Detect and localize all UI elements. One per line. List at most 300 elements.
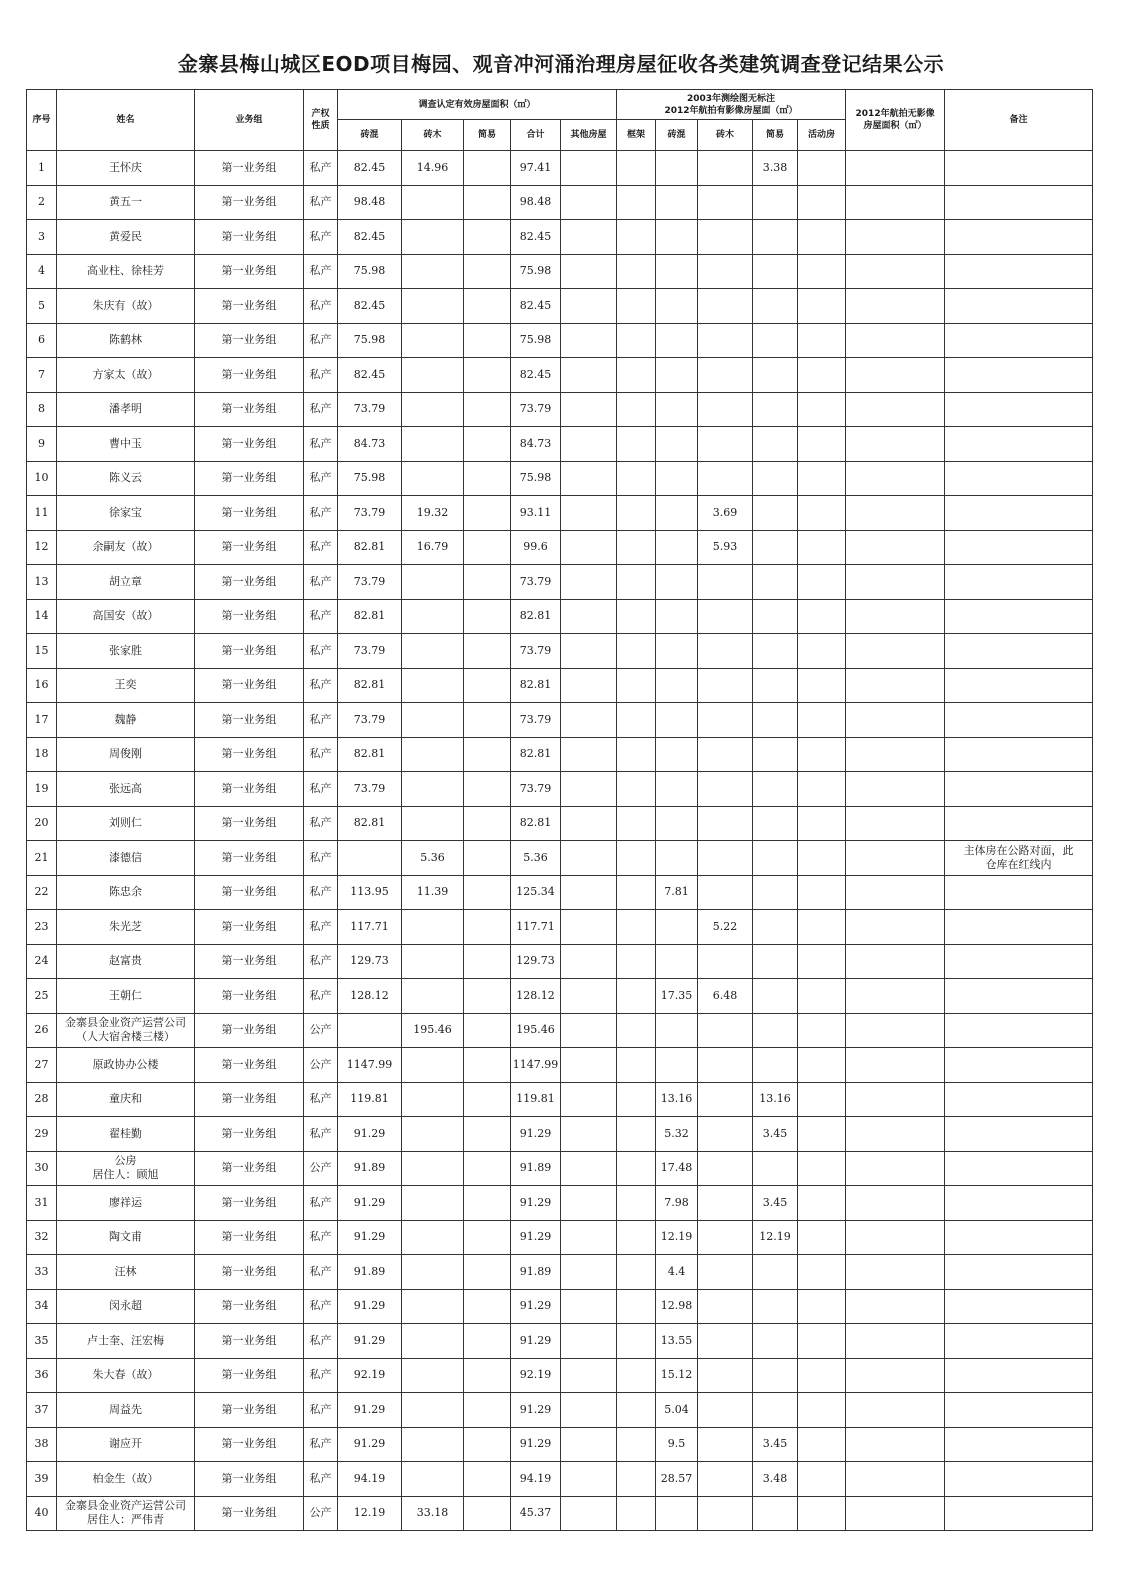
- remark-cell: [945, 151, 1093, 186]
- imagery-brick-wood-cell: [698, 461, 753, 496]
- imagery-brick-wood-cell: [698, 634, 753, 669]
- survey-brick-wood-cell: 16.79: [402, 530, 464, 565]
- survey-brick-concrete-cell: 98.48: [338, 185, 402, 220]
- no-imagery-cell: [846, 806, 945, 841]
- name-cell: 陈义云: [57, 461, 195, 496]
- survey-simple-cell: [464, 1324, 511, 1359]
- imagery-simple-cell: [753, 185, 798, 220]
- survey-simple-cell: [464, 944, 511, 979]
- imagery-frame-cell: [617, 737, 656, 772]
- imagery-frame-cell: [617, 944, 656, 979]
- property-cell: 私产: [304, 772, 338, 807]
- group-cell: 第一业务组: [195, 1427, 304, 1462]
- survey-total-cell: 94.19: [511, 1462, 561, 1497]
- imagery-mobile-cell: [798, 1324, 846, 1359]
- group-cell: 第一业务组: [195, 1117, 304, 1152]
- survey-total-cell: 99.6: [511, 530, 561, 565]
- imagery-frame-cell: [617, 875, 656, 910]
- group-cell: 第一业务组: [195, 1324, 304, 1359]
- table-row: [27, 979, 1093, 1014]
- remark-cell: [945, 496, 1093, 531]
- seq-cell: 21: [27, 841, 57, 876]
- survey-other-cell: [561, 703, 617, 738]
- imagery-frame-cell: [617, 703, 656, 738]
- group-cell: 第一业务组: [195, 254, 304, 289]
- imagery-simple-cell: [753, 1496, 798, 1531]
- property-cell: 私产: [304, 1220, 338, 1255]
- group-cell: 第一业务组: [195, 772, 304, 807]
- property-cell: 私产: [304, 1462, 338, 1497]
- remark-cell: [945, 875, 1093, 910]
- name-cell: 公房 居住人：顾旭: [57, 1151, 195, 1186]
- survey-brick-wood-cell: [402, 1117, 464, 1152]
- imagery-mobile-cell: [798, 1117, 846, 1152]
- seq-cell: 6: [27, 323, 57, 358]
- imagery-frame-cell: [617, 220, 656, 255]
- name-cell: 黄爱民: [57, 220, 195, 255]
- imagery-frame-cell: [617, 1496, 656, 1531]
- table-row: [27, 254, 1093, 289]
- imagery-brick-concrete-cell: 13.16: [656, 1082, 698, 1117]
- no-imagery-cell: [846, 1324, 945, 1359]
- survey-brick-wood-cell: [402, 772, 464, 807]
- imagery-brick-wood-cell: [698, 1117, 753, 1152]
- imagery-mobile-cell: [798, 1289, 846, 1324]
- property-cell: 私产: [304, 1289, 338, 1324]
- imagery-mobile-cell: [798, 1427, 846, 1462]
- survey-brick-concrete-cell: 73.79: [338, 772, 402, 807]
- imagery-brick-wood-cell: [698, 1013, 753, 1048]
- imagery-mobile-cell: [798, 530, 846, 565]
- survey-brick-wood-cell: [402, 220, 464, 255]
- no-imagery-cell: [846, 1220, 945, 1255]
- survey-simple-cell: [464, 806, 511, 841]
- name-cell: 周俊刚: [57, 737, 195, 772]
- survey-brick-wood-cell: 33.18: [402, 1496, 464, 1531]
- imagery-mobile-cell: [798, 1082, 846, 1117]
- imagery-mobile-cell: [798, 737, 846, 772]
- survey-brick-concrete-cell: 12.19: [338, 1496, 402, 1531]
- table-row: [27, 875, 1093, 910]
- remark-cell: [945, 1289, 1093, 1324]
- survey-brick-concrete-cell: 91.89: [338, 1151, 402, 1186]
- group-cell: 第一业务组: [195, 1496, 304, 1531]
- seq-cell: 15: [27, 634, 57, 669]
- imagery-mobile-cell: [798, 185, 846, 220]
- property-cell: 私产: [304, 1255, 338, 1290]
- imagery-simple-cell: [753, 875, 798, 910]
- survey-brick-concrete-cell: 73.79: [338, 703, 402, 738]
- survey-total-cell: 73.79: [511, 634, 561, 669]
- survey-simple-cell: [464, 565, 511, 600]
- survey-brick-concrete-cell: 82.81: [338, 668, 402, 703]
- imagery-frame-cell: [617, 910, 656, 945]
- imagery-brick-concrete-cell: [656, 185, 698, 220]
- survey-total-cell: 82.81: [511, 806, 561, 841]
- group-cell: 第一业务组: [195, 944, 304, 979]
- imagery-mobile-cell: [798, 496, 846, 531]
- no-imagery-cell: [846, 1082, 945, 1117]
- remark-cell: [945, 392, 1093, 427]
- table-row: [27, 1048, 1093, 1083]
- seq-cell: 29: [27, 1117, 57, 1152]
- survey-other-cell: [561, 185, 617, 220]
- seq-cell: 38: [27, 1427, 57, 1462]
- table-row: [27, 1324, 1093, 1359]
- imagery-simple-cell: [753, 841, 798, 876]
- survey-other-cell: [561, 634, 617, 669]
- remark-cell: [945, 530, 1093, 565]
- header-no-imagery-area: 2012年航拍无影像 房屋面积（㎡）: [846, 90, 945, 151]
- survey-brick-wood-cell: [402, 599, 464, 634]
- imagery-brick-wood-cell: [698, 392, 753, 427]
- imagery-brick-concrete-cell: 12.19: [656, 1220, 698, 1255]
- seq-cell: 7: [27, 358, 57, 393]
- imagery-brick-concrete-cell: [656, 289, 698, 324]
- group-cell: 第一业务组: [195, 1048, 304, 1083]
- survey-total-cell: 91.29: [511, 1289, 561, 1324]
- property-cell: 公产: [304, 1013, 338, 1048]
- survey-brick-concrete-cell: 129.73: [338, 944, 402, 979]
- name-cell: 赵富贵: [57, 944, 195, 979]
- header-survey-simple: 简易: [464, 120, 511, 151]
- remark-cell: [945, 1048, 1093, 1083]
- imagery-simple-cell: [753, 910, 798, 945]
- survey-brick-wood-cell: [402, 1324, 464, 1359]
- imagery-simple-cell: [753, 1393, 798, 1428]
- no-imagery-cell: [846, 1462, 945, 1497]
- survey-simple-cell: [464, 461, 511, 496]
- imagery-simple-cell: 3.45: [753, 1117, 798, 1152]
- survey-total-cell: 91.29: [511, 1186, 561, 1221]
- survey-brick-concrete-cell: 73.79: [338, 565, 402, 600]
- survey-total-cell: 97.41: [511, 151, 561, 186]
- group-cell: 第一业务组: [195, 634, 304, 669]
- remark-cell: [945, 703, 1093, 738]
- no-imagery-cell: [846, 703, 945, 738]
- remark-cell: [945, 806, 1093, 841]
- imagery-frame-cell: [617, 392, 656, 427]
- survey-total-cell: 84.73: [511, 427, 561, 462]
- seq-cell: 39: [27, 1462, 57, 1497]
- imagery-mobile-cell: [798, 1393, 846, 1428]
- imagery-brick-wood-cell: [698, 1048, 753, 1083]
- no-imagery-cell: [846, 254, 945, 289]
- survey-other-cell: [561, 461, 617, 496]
- table-row: [27, 1013, 1093, 1048]
- imagery-simple-cell: [753, 358, 798, 393]
- imagery-brick-concrete-cell: 12.98: [656, 1289, 698, 1324]
- survey-brick-wood-cell: [402, 427, 464, 462]
- property-cell: 私产: [304, 979, 338, 1014]
- survey-brick-concrete-cell: [338, 841, 402, 876]
- imagery-simple-cell: [753, 1151, 798, 1186]
- remark-cell: [945, 1151, 1093, 1186]
- group-cell: 第一业务组: [195, 668, 304, 703]
- survey-simple-cell: [464, 1117, 511, 1152]
- survey-simple-cell: [464, 323, 511, 358]
- property-cell: 私产: [304, 427, 338, 462]
- remark-cell: [945, 254, 1093, 289]
- imagery-brick-concrete-cell: 5.32: [656, 1117, 698, 1152]
- imagery-mobile-cell: [798, 1048, 846, 1083]
- header-imagery-area: 2003年测绘图无标注 2012年航拍有影像房屋面（㎡）: [617, 90, 846, 120]
- no-imagery-cell: [846, 599, 945, 634]
- property-cell: 私产: [304, 1186, 338, 1221]
- name-cell: 张远高: [57, 772, 195, 807]
- imagery-brick-wood-cell: [698, 220, 753, 255]
- remark-cell: [945, 772, 1093, 807]
- seq-cell: 34: [27, 1289, 57, 1324]
- imagery-mobile-cell: [798, 806, 846, 841]
- property-cell: 公产: [304, 1496, 338, 1531]
- imagery-mobile-cell: [798, 634, 846, 669]
- seq-cell: 26: [27, 1013, 57, 1048]
- survey-brick-wood-cell: [402, 703, 464, 738]
- survey-brick-wood-cell: [402, 944, 464, 979]
- survey-other-cell: [561, 151, 617, 186]
- imagery-simple-cell: 3.45: [753, 1427, 798, 1462]
- imagery-brick-wood-cell: [698, 1427, 753, 1462]
- group-cell: 第一业务组: [195, 1013, 304, 1048]
- group-cell: 第一业务组: [195, 289, 304, 324]
- imagery-brick-concrete-cell: [656, 358, 698, 393]
- group-cell: 第一业务组: [195, 1151, 304, 1186]
- imagery-simple-cell: [753, 392, 798, 427]
- survey-simple-cell: [464, 668, 511, 703]
- property-cell: 私产: [304, 1393, 338, 1428]
- imagery-mobile-cell: [798, 979, 846, 1014]
- header-seq: 序号: [27, 90, 57, 151]
- imagery-frame-cell: [617, 565, 656, 600]
- seq-cell: 31: [27, 1186, 57, 1221]
- remark-cell: [945, 737, 1093, 772]
- survey-brick-wood-cell: [402, 1220, 464, 1255]
- property-cell: 私产: [304, 599, 338, 634]
- imagery-brick-wood-cell: [698, 185, 753, 220]
- survey-simple-cell: [464, 1358, 511, 1393]
- survey-brick-concrete-cell: 1147.99: [338, 1048, 402, 1083]
- group-cell: 第一业务组: [195, 1220, 304, 1255]
- survey-other-cell: [561, 1496, 617, 1531]
- property-cell: 私产: [304, 530, 338, 565]
- header-property: 产权 性质: [304, 90, 338, 151]
- survey-other-cell: [561, 979, 617, 1014]
- imagery-brick-wood-cell: [698, 599, 753, 634]
- seq-cell: 20: [27, 806, 57, 841]
- group-cell: 第一业务组: [195, 323, 304, 358]
- property-cell: 私产: [304, 1324, 338, 1359]
- imagery-mobile-cell: [798, 358, 846, 393]
- remark-cell: [945, 427, 1093, 462]
- imagery-frame-cell: [617, 496, 656, 531]
- imagery-brick-concrete-cell: [656, 427, 698, 462]
- survey-brick-wood-cell: [402, 289, 464, 324]
- remark-cell: [945, 1013, 1093, 1048]
- imagery-frame-cell: [617, 599, 656, 634]
- name-cell: 黄五一: [57, 185, 195, 220]
- survey-other-cell: [561, 772, 617, 807]
- name-cell: 余嗣友（故）: [57, 530, 195, 565]
- registration-table: [26, 89, 1093, 1531]
- property-cell: 私产: [304, 875, 338, 910]
- no-imagery-cell: [846, 1151, 945, 1186]
- imagery-brick-concrete-cell: [656, 254, 698, 289]
- table-row: [27, 634, 1093, 669]
- remark-cell: [945, 1427, 1093, 1462]
- survey-total-cell: 91.29: [511, 1427, 561, 1462]
- imagery-brick-wood-cell: [698, 944, 753, 979]
- imagery-brick-concrete-cell: [656, 1496, 698, 1531]
- seq-cell: 24: [27, 944, 57, 979]
- group-cell: 第一业务组: [195, 875, 304, 910]
- property-cell: 私产: [304, 737, 338, 772]
- imagery-mobile-cell: [798, 151, 846, 186]
- name-cell: 原政协办公楼: [57, 1048, 195, 1083]
- table-row: [27, 737, 1093, 772]
- imagery-frame-cell: [617, 1117, 656, 1152]
- imagery-brick-concrete-cell: [656, 1048, 698, 1083]
- survey-total-cell: 128.12: [511, 979, 561, 1014]
- survey-brick-concrete-cell: 73.79: [338, 634, 402, 669]
- survey-simple-cell: [464, 530, 511, 565]
- imagery-frame-cell: [617, 634, 656, 669]
- survey-simple-cell: [464, 358, 511, 393]
- seq-cell: 40: [27, 1496, 57, 1531]
- survey-brick-concrete-cell: 91.29: [338, 1117, 402, 1152]
- survey-other-cell: [561, 910, 617, 945]
- property-cell: 私产: [304, 1427, 338, 1462]
- survey-total-cell: 91.29: [511, 1117, 561, 1152]
- survey-brick-concrete-cell: 82.45: [338, 151, 402, 186]
- table-row: [27, 358, 1093, 393]
- table-row: [27, 703, 1093, 738]
- imagery-brick-concrete-cell: [656, 599, 698, 634]
- name-cell: 金寨县金业资产运营公司 居住人：严伟青: [57, 1496, 195, 1531]
- imagery-simple-cell: 12.19: [753, 1220, 798, 1255]
- no-imagery-cell: [846, 1255, 945, 1290]
- survey-brick-wood-cell: [402, 254, 464, 289]
- survey-brick-wood-cell: [402, 323, 464, 358]
- table-row: [27, 1358, 1093, 1393]
- imagery-mobile-cell: [798, 220, 846, 255]
- survey-simple-cell: [464, 254, 511, 289]
- seq-cell: 19: [27, 772, 57, 807]
- survey-brick-concrete-cell: 73.79: [338, 392, 402, 427]
- header-imagery-brick-wood: 砖木: [698, 120, 753, 151]
- imagery-brick-concrete-cell: [656, 910, 698, 945]
- group-cell: 第一业务组: [195, 1462, 304, 1497]
- remark-cell: [945, 1082, 1093, 1117]
- property-cell: 私产: [304, 944, 338, 979]
- imagery-frame-cell: [617, 841, 656, 876]
- survey-simple-cell: [464, 979, 511, 1014]
- imagery-brick-wood-cell: [698, 668, 753, 703]
- group-cell: 第一业务组: [195, 806, 304, 841]
- seq-cell: 10: [27, 461, 57, 496]
- imagery-simple-cell: [753, 496, 798, 531]
- survey-total-cell: 45.37: [511, 1496, 561, 1531]
- imagery-brick-wood-cell: [698, 1324, 753, 1359]
- imagery-brick-wood-cell: [698, 1462, 753, 1497]
- table-row: [27, 392, 1093, 427]
- survey-total-cell: 73.79: [511, 772, 561, 807]
- no-imagery-cell: [846, 151, 945, 186]
- no-imagery-cell: [846, 979, 945, 1014]
- survey-brick-concrete-cell: 91.29: [338, 1324, 402, 1359]
- survey-brick-wood-cell: [402, 1255, 464, 1290]
- survey-other-cell: [561, 599, 617, 634]
- survey-brick-concrete-cell: 91.29: [338, 1427, 402, 1462]
- group-cell: 第一业务组: [195, 703, 304, 738]
- seq-cell: 32: [27, 1220, 57, 1255]
- imagery-brick-wood-cell: [698, 254, 753, 289]
- no-imagery-cell: [846, 841, 945, 876]
- survey-brick-concrete-cell: 92.19: [338, 1358, 402, 1393]
- imagery-brick-concrete-cell: [656, 530, 698, 565]
- group-cell: 第一业务组: [195, 737, 304, 772]
- header-group: 业务组: [195, 90, 304, 151]
- no-imagery-cell: [846, 461, 945, 496]
- imagery-mobile-cell: [798, 1151, 846, 1186]
- no-imagery-cell: [846, 496, 945, 531]
- seq-cell: 36: [27, 1358, 57, 1393]
- survey-other-cell: [561, 1393, 617, 1428]
- name-cell: 王朝仁: [57, 979, 195, 1014]
- seq-cell: 11: [27, 496, 57, 531]
- survey-simple-cell: [464, 496, 511, 531]
- remark-cell: [945, 910, 1093, 945]
- survey-brick-wood-cell: [402, 1289, 464, 1324]
- survey-other-cell: [561, 254, 617, 289]
- imagery-simple-cell: [753, 565, 798, 600]
- imagery-frame-cell: [617, 289, 656, 324]
- table-row: [27, 530, 1093, 565]
- group-cell: 第一业务组: [195, 151, 304, 186]
- imagery-mobile-cell: [798, 565, 846, 600]
- imagery-simple-cell: [753, 703, 798, 738]
- survey-brick-wood-cell: [402, 1462, 464, 1497]
- survey-other-cell: [561, 496, 617, 531]
- imagery-frame-cell: [617, 772, 656, 807]
- no-imagery-cell: [846, 910, 945, 945]
- survey-brick-wood-cell: 14.96: [402, 151, 464, 186]
- survey-brick-concrete-cell: 82.81: [338, 599, 402, 634]
- header-survey-brick-concrete: 砖混: [338, 120, 402, 151]
- survey-simple-cell: [464, 1496, 511, 1531]
- survey-brick-concrete-cell: 91.29: [338, 1186, 402, 1221]
- survey-brick-wood-cell: [402, 806, 464, 841]
- imagery-brick-wood-cell: [698, 323, 753, 358]
- survey-total-cell: 129.73: [511, 944, 561, 979]
- imagery-brick-concrete-cell: 17.35: [656, 979, 698, 1014]
- group-cell: 第一业务组: [195, 979, 304, 1014]
- header-remark: 备注: [945, 90, 1093, 151]
- imagery-mobile-cell: [798, 1186, 846, 1221]
- seq-cell: 1: [27, 151, 57, 186]
- imagery-brick-concrete-cell: [656, 392, 698, 427]
- remark-cell: [945, 1462, 1093, 1497]
- seq-cell: 5: [27, 289, 57, 324]
- imagery-brick-concrete-cell: [656, 668, 698, 703]
- header-imagery-simple: 简易: [753, 120, 798, 151]
- survey-total-cell: 91.29: [511, 1220, 561, 1255]
- imagery-simple-cell: [753, 530, 798, 565]
- remark-cell: [945, 599, 1093, 634]
- imagery-simple-cell: [753, 668, 798, 703]
- group-cell: 第一业务组: [195, 220, 304, 255]
- group-cell: 第一业务组: [195, 1289, 304, 1324]
